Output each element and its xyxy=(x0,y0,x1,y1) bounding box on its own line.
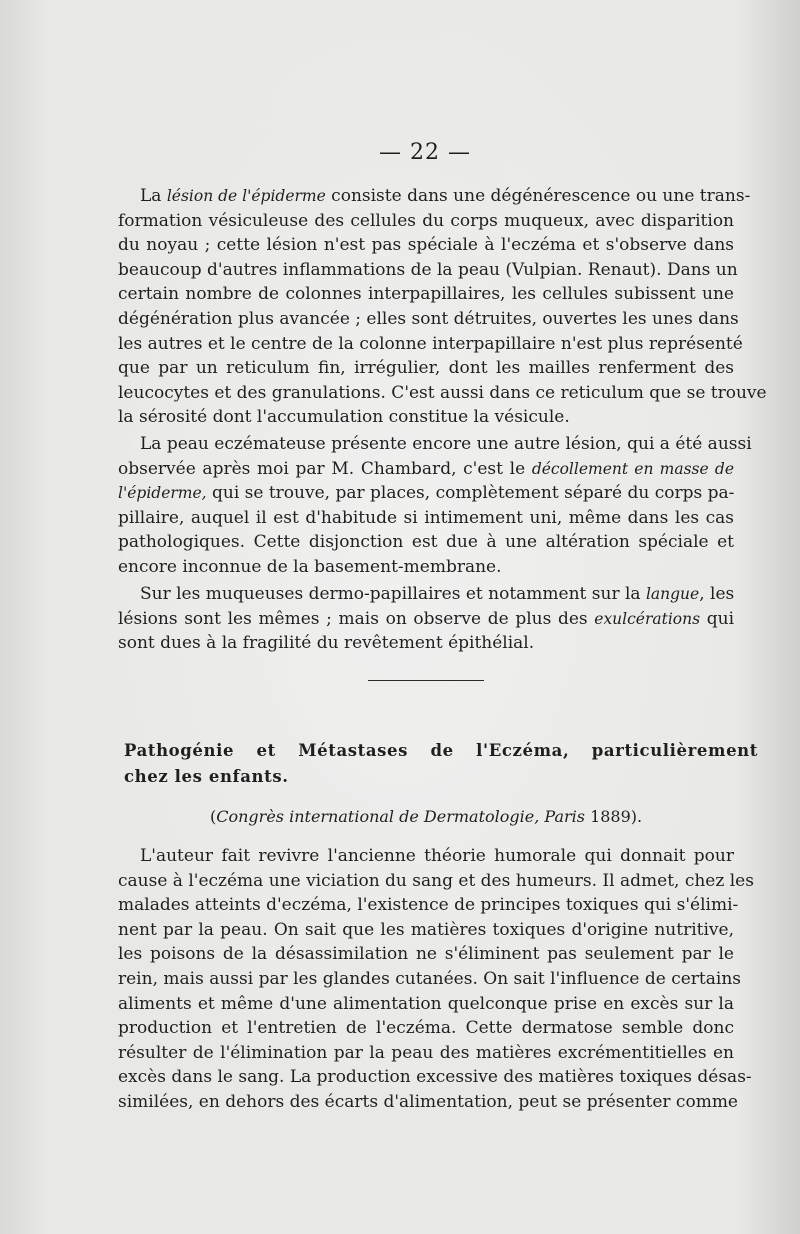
paragraph-epidermis-lesion xyxy=(118,184,767,430)
text-line: encore inconnue de la basement-membrane. xyxy=(118,556,502,577)
text-line: pillaire, auquel il est d'habitude si intimement uni, même dans les cas xyxy=(118,507,734,528)
heading-line: chez les enfants. xyxy=(124,767,289,786)
text-line: rein, mais aussi par les glandes cutanées. On sait l'influence de certains xyxy=(118,968,741,989)
text-line: malades atteints d'eczéma, l'existence de principes toxiques qui s'élimi- xyxy=(118,895,739,916)
text-line: leucocytes et des granulations. C'est aussi dans ce reticulum que se trouve xyxy=(118,382,767,403)
text-line: les poisons de la désassimilation ne s'éliminent pas seulement par le xyxy=(118,944,734,965)
text-line: excès dans le sang. La production excessive des matières toxiques désas- xyxy=(118,1067,752,1088)
text-line: Sur les muqueuses dermo-papillaires et notamment sur la langue, les xyxy=(140,584,735,604)
text-line: la sérosité dont l'accumulation constitue la vésicule. xyxy=(118,407,570,428)
text-line: sont dues à la fragilité du revêtement épithélial. xyxy=(118,633,535,654)
text-line: que par un reticulum fin, irrégulier, dont les mailles renferment des xyxy=(118,358,734,379)
text-line: production et l'entretien de l'eczéma. Cette dermatose semble donc xyxy=(118,1018,734,1039)
text-line: L'auteur fait revivre l'ancienne théorie humorale qui donnait pour xyxy=(140,846,734,866)
text-line: résulter de l'élimination par la peau des matières excrémentitielles en xyxy=(118,1042,734,1063)
text-line: La peau eczémateuse présente encore une autre lésion, qui a été aussi xyxy=(140,434,752,454)
text-line: certain nombre de colonnes interpapillaires, les cellules subissent une xyxy=(118,284,734,305)
text-line: cause à l'eczéma une viciation du sang et des humeurs. Il admet, chez les xyxy=(118,870,754,891)
text-line: les autres et le centre de la colonne interpapillaire n'est plus représenté xyxy=(118,333,743,354)
text-line: du noyau ; cette lésion n'est pas spéciale à l'eczéma et s'observe dans xyxy=(118,235,734,256)
section-heading xyxy=(124,738,758,790)
text-line: nent par la peau. On sait que les matières toxiques d'origine nutritive, xyxy=(118,919,734,940)
text-line: beaucoup d'autres inflammations de la peau (Vulpian. Renaut). Dans un xyxy=(118,259,738,280)
text-line: dégénération plus avancée ; elles sont détruites, ouvertes les unes dans xyxy=(118,308,739,329)
heading-line: Pathogénie et Métastases de l'Eczéma, particulièrement xyxy=(124,741,758,760)
text-line: pathologiques. Cette disjonction est due à une altération spéciale et xyxy=(118,532,734,553)
paragraph-humoral-theory xyxy=(118,844,754,1115)
text-line: similées, en dehors des écarts d'alimentation, peut se présenter comme xyxy=(118,1091,738,1112)
paragraph-decollement xyxy=(118,432,752,580)
citation: (Congrès international de Dermatologie, Paris 1889). xyxy=(210,807,643,826)
text-line: lésions sont les mêmes ; mais on observe de plus des exulcérations qui xyxy=(118,608,734,629)
text-line: aliments et même d'une alimentation quelconque prise en excès sur la xyxy=(118,993,734,1014)
page-number: — 22 — xyxy=(379,140,471,165)
section-divider xyxy=(368,680,484,681)
text-line: formation vésiculeuse des cellules du corps muqueux, avec disparition xyxy=(118,210,734,231)
paragraph-muqueuses xyxy=(118,582,734,656)
text-line: observée après moi par M. Chambard, c'est le décollement en masse de xyxy=(118,458,734,479)
text-line: La lésion de l'épiderme consiste dans une dégénérescence ou une trans- xyxy=(140,186,751,206)
text-line: l'épiderme, qui se trouve, par places, complètement séparé du corps pa- xyxy=(118,483,735,504)
